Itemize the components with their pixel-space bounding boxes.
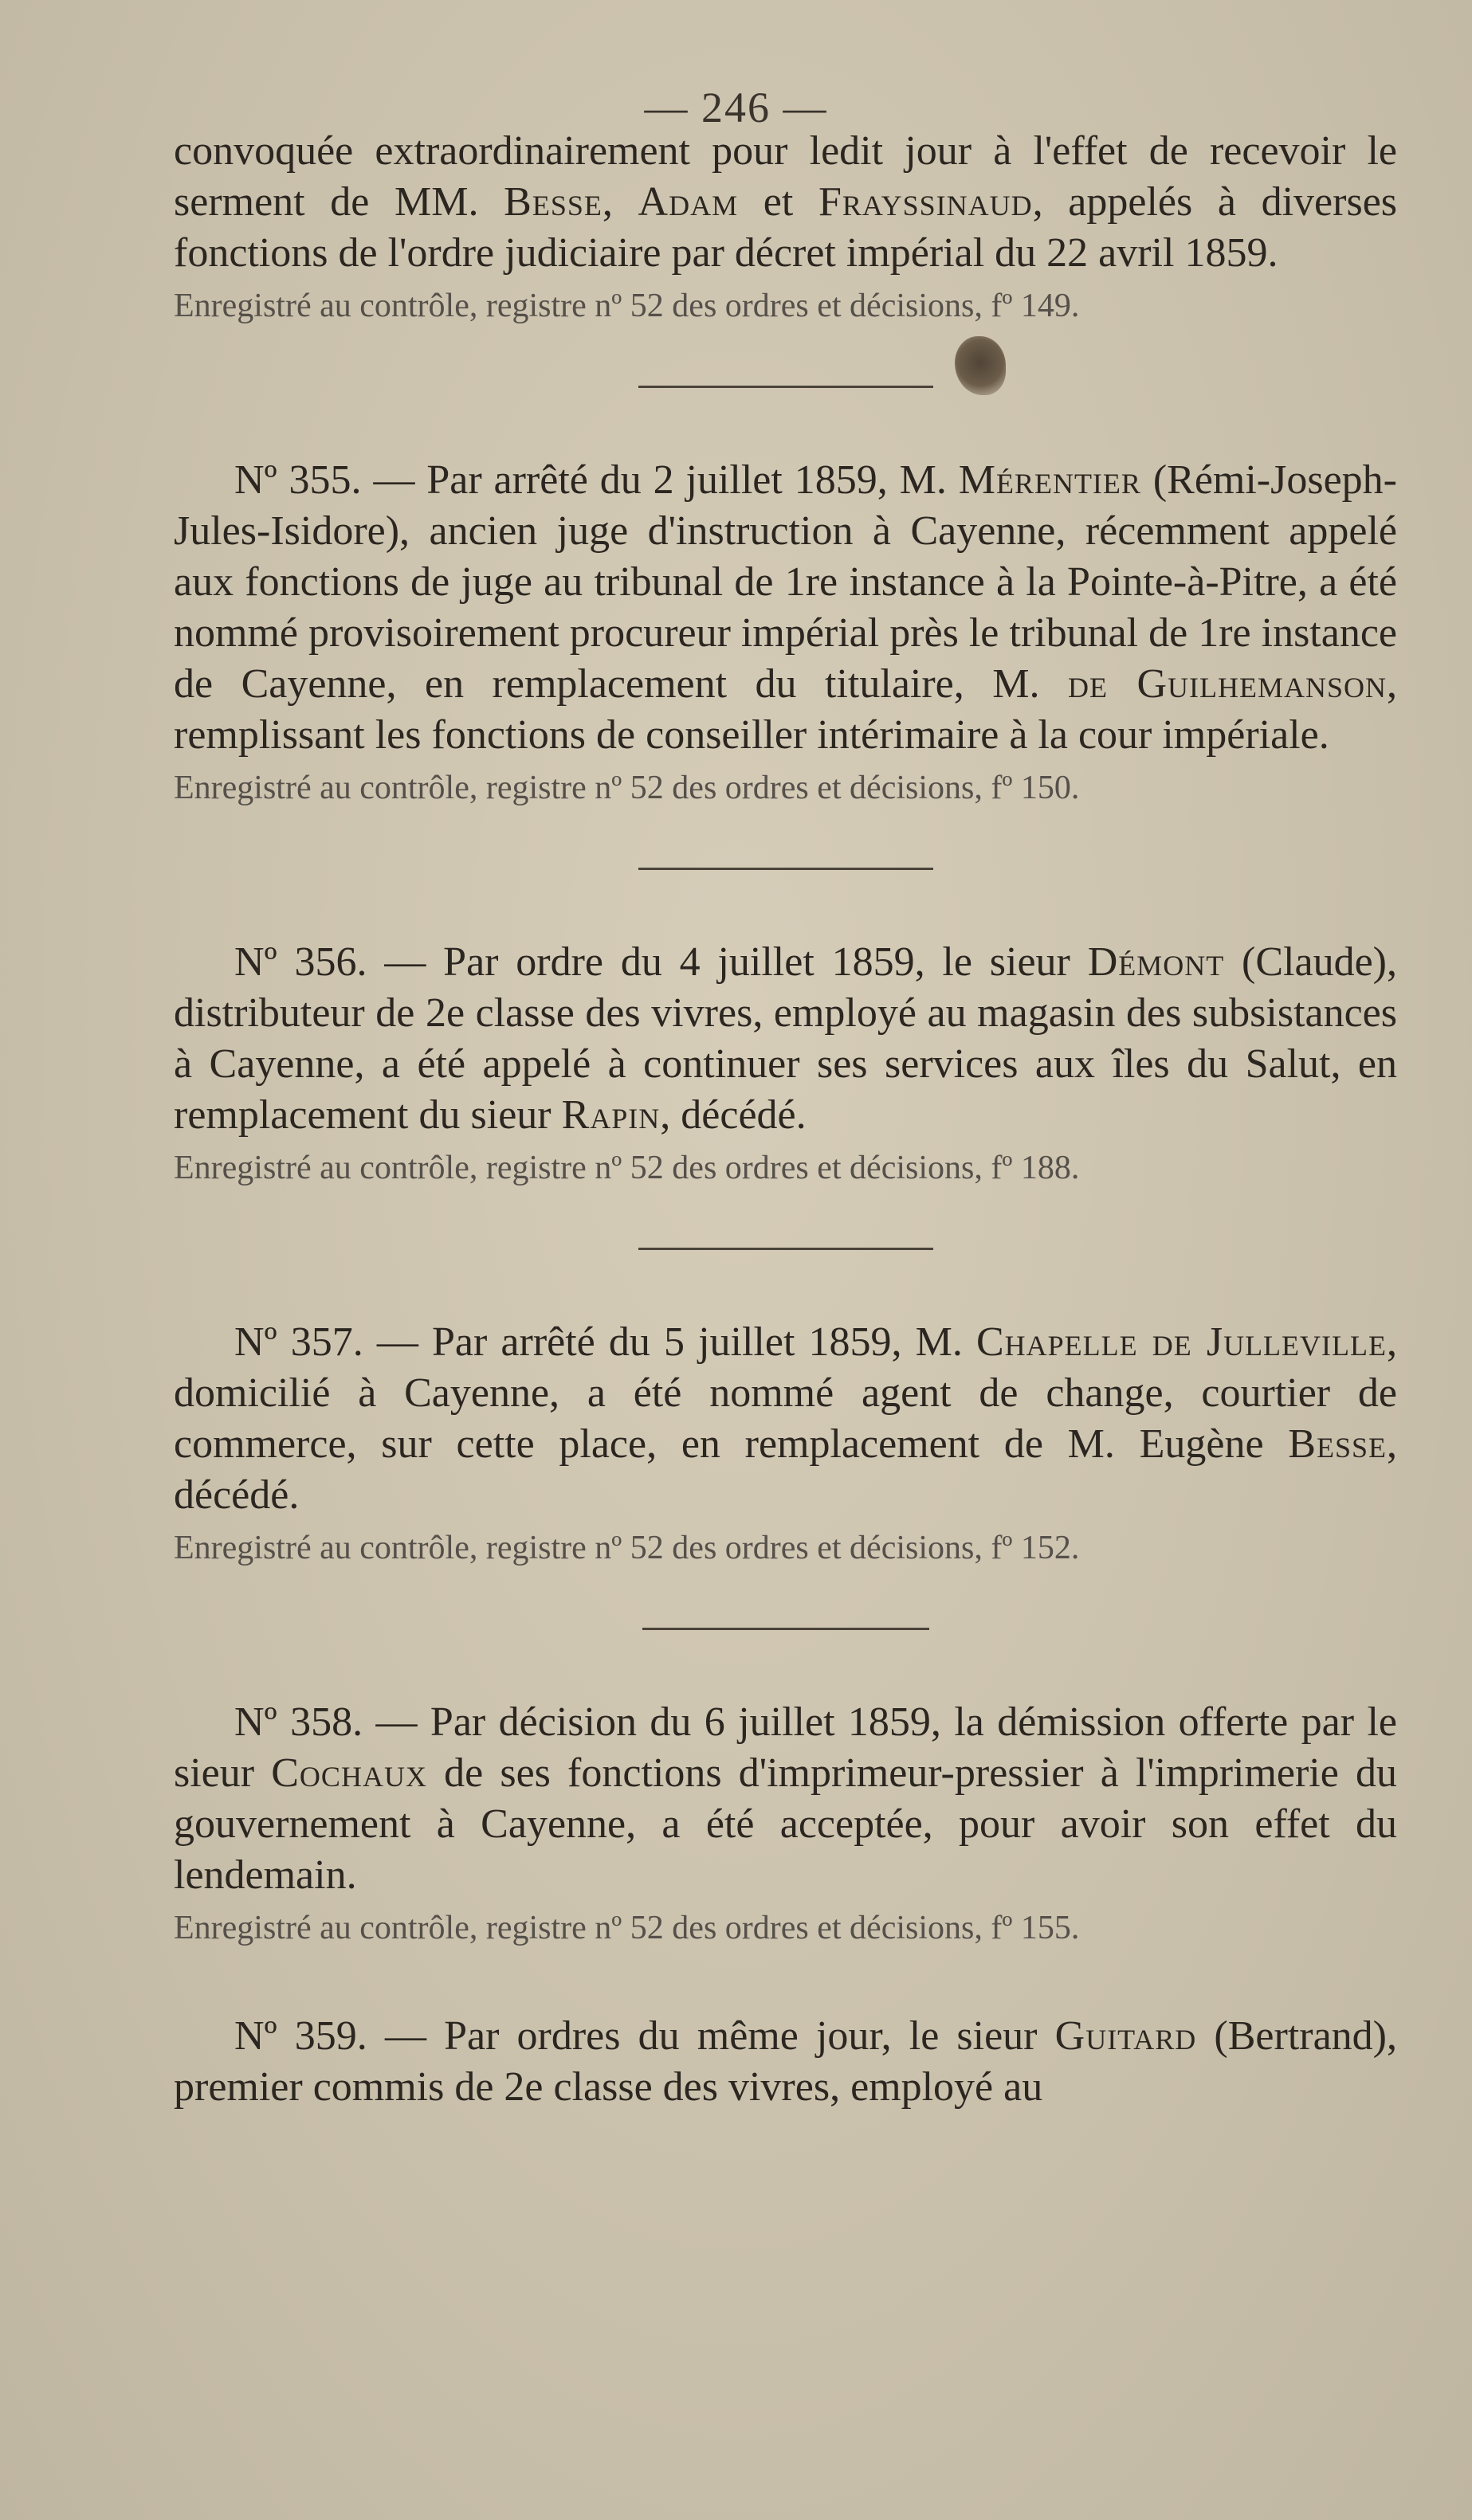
entry-number: Nº 356. (234, 939, 367, 985)
registration-note: Enregistré au contrôle, registre nº 52 des ordres et décisions, fº 152. (174, 1530, 1080, 1566)
entry-number: Nº 358. (234, 1699, 363, 1745)
separator-rule (638, 868, 933, 870)
entry-358 (174, 1697, 1397, 1950)
separator-rule (638, 1248, 933, 1250)
spacer (174, 1950, 1397, 2011)
separator-rule (638, 386, 933, 388)
entry-359 (174, 2011, 1397, 2113)
registration-note: Enregistré au contrôle, registre nº 52 des ordres et décisions, fº 149. (174, 288, 1080, 324)
page-content (174, 126, 1397, 2113)
entry-355 (174, 455, 1397, 810)
registration-note: Enregistré au contrôle, registre nº 52 des ordres et décisions, fº 188. (174, 1150, 1080, 1186)
entry-356 (174, 937, 1397, 1190)
page-number: — 246 — (644, 84, 828, 131)
entry-357 (174, 1317, 1397, 1570)
entry-text: Nº 358. — Par décision du 6 juillet 1859, la démission offerte par le sieur Cochaux de ses fonctions d'imprimeur-pressier à l'imprimerie du gouvernement à Cayenne, a été acceptée, pour avoir son effet du lendemain. (174, 1699, 1397, 1898)
entry-text: convoquée extraordinairement pour ledit jour à l'effet de recevoir le serment de MM. Besse, Adam et Frayssinaud, appelés à diverses fonctions de l'ordre judiciaire par décret impérial du 22 avril 1859. (174, 128, 1398, 276)
entry-number: Nº 357. (234, 1319, 363, 1365)
entry-number: Nº 359. (234, 2013, 367, 2059)
entry-continuation (174, 126, 1397, 328)
separator-rule (642, 1628, 929, 1630)
entry-text: Nº 357. — Par arrêté du 5 juillet 1859, M. Chapelle de Julleville, domicilié à Cayenne, a été nommé agent de change, courtier de commerce, sur cette place, en remplacement de M. Eugène Besse, décédé. (174, 1319, 1397, 1518)
registration-note: Enregistré au contrôle, registre nº 52 des ordres et décisions, fº 150. (174, 770, 1080, 806)
entry-text: Nº 356. — Par ordre du 4 juillet 1859, le sieur Démont (Claude), distributeur de 2e classe des vivres, employé au magasin des subsistances à Cayenne, a été appelé à continuer ses services aux îles du Salut, en remplacement du sieur Rapin, décédé. (174, 939, 1397, 1138)
entry-number: Nº 355. (234, 457, 362, 503)
entry-text: Nº 355. — Par arrêté du 2 juillet 1859, M. Mérentier (Rémi-Joseph-Jules-Isidore), ancien juge d'instruction à Cayenne, récemment appelé aux fonctions de juge au tribunal de 1re instance à la Pointe-à-Pitre, a été nommé provisoirement procureur impérial près le tribunal de 1re instance de Cayenne, en remplacement du titulaire, M. de Guilhemanson, remplissant les fonctions de conseiller intérimaire à la cour impériale. (174, 457, 1398, 758)
registration-note: Enregistré au contrôle, registre nº 52 des ordres et décisions, fº 155. (174, 1910, 1080, 1946)
entry-text: Nº 359. — Par ordres du même jour, le sieur Guitard (Bertrand), premier commis de 2e classe des vivres, employé au (174, 2013, 1397, 2110)
